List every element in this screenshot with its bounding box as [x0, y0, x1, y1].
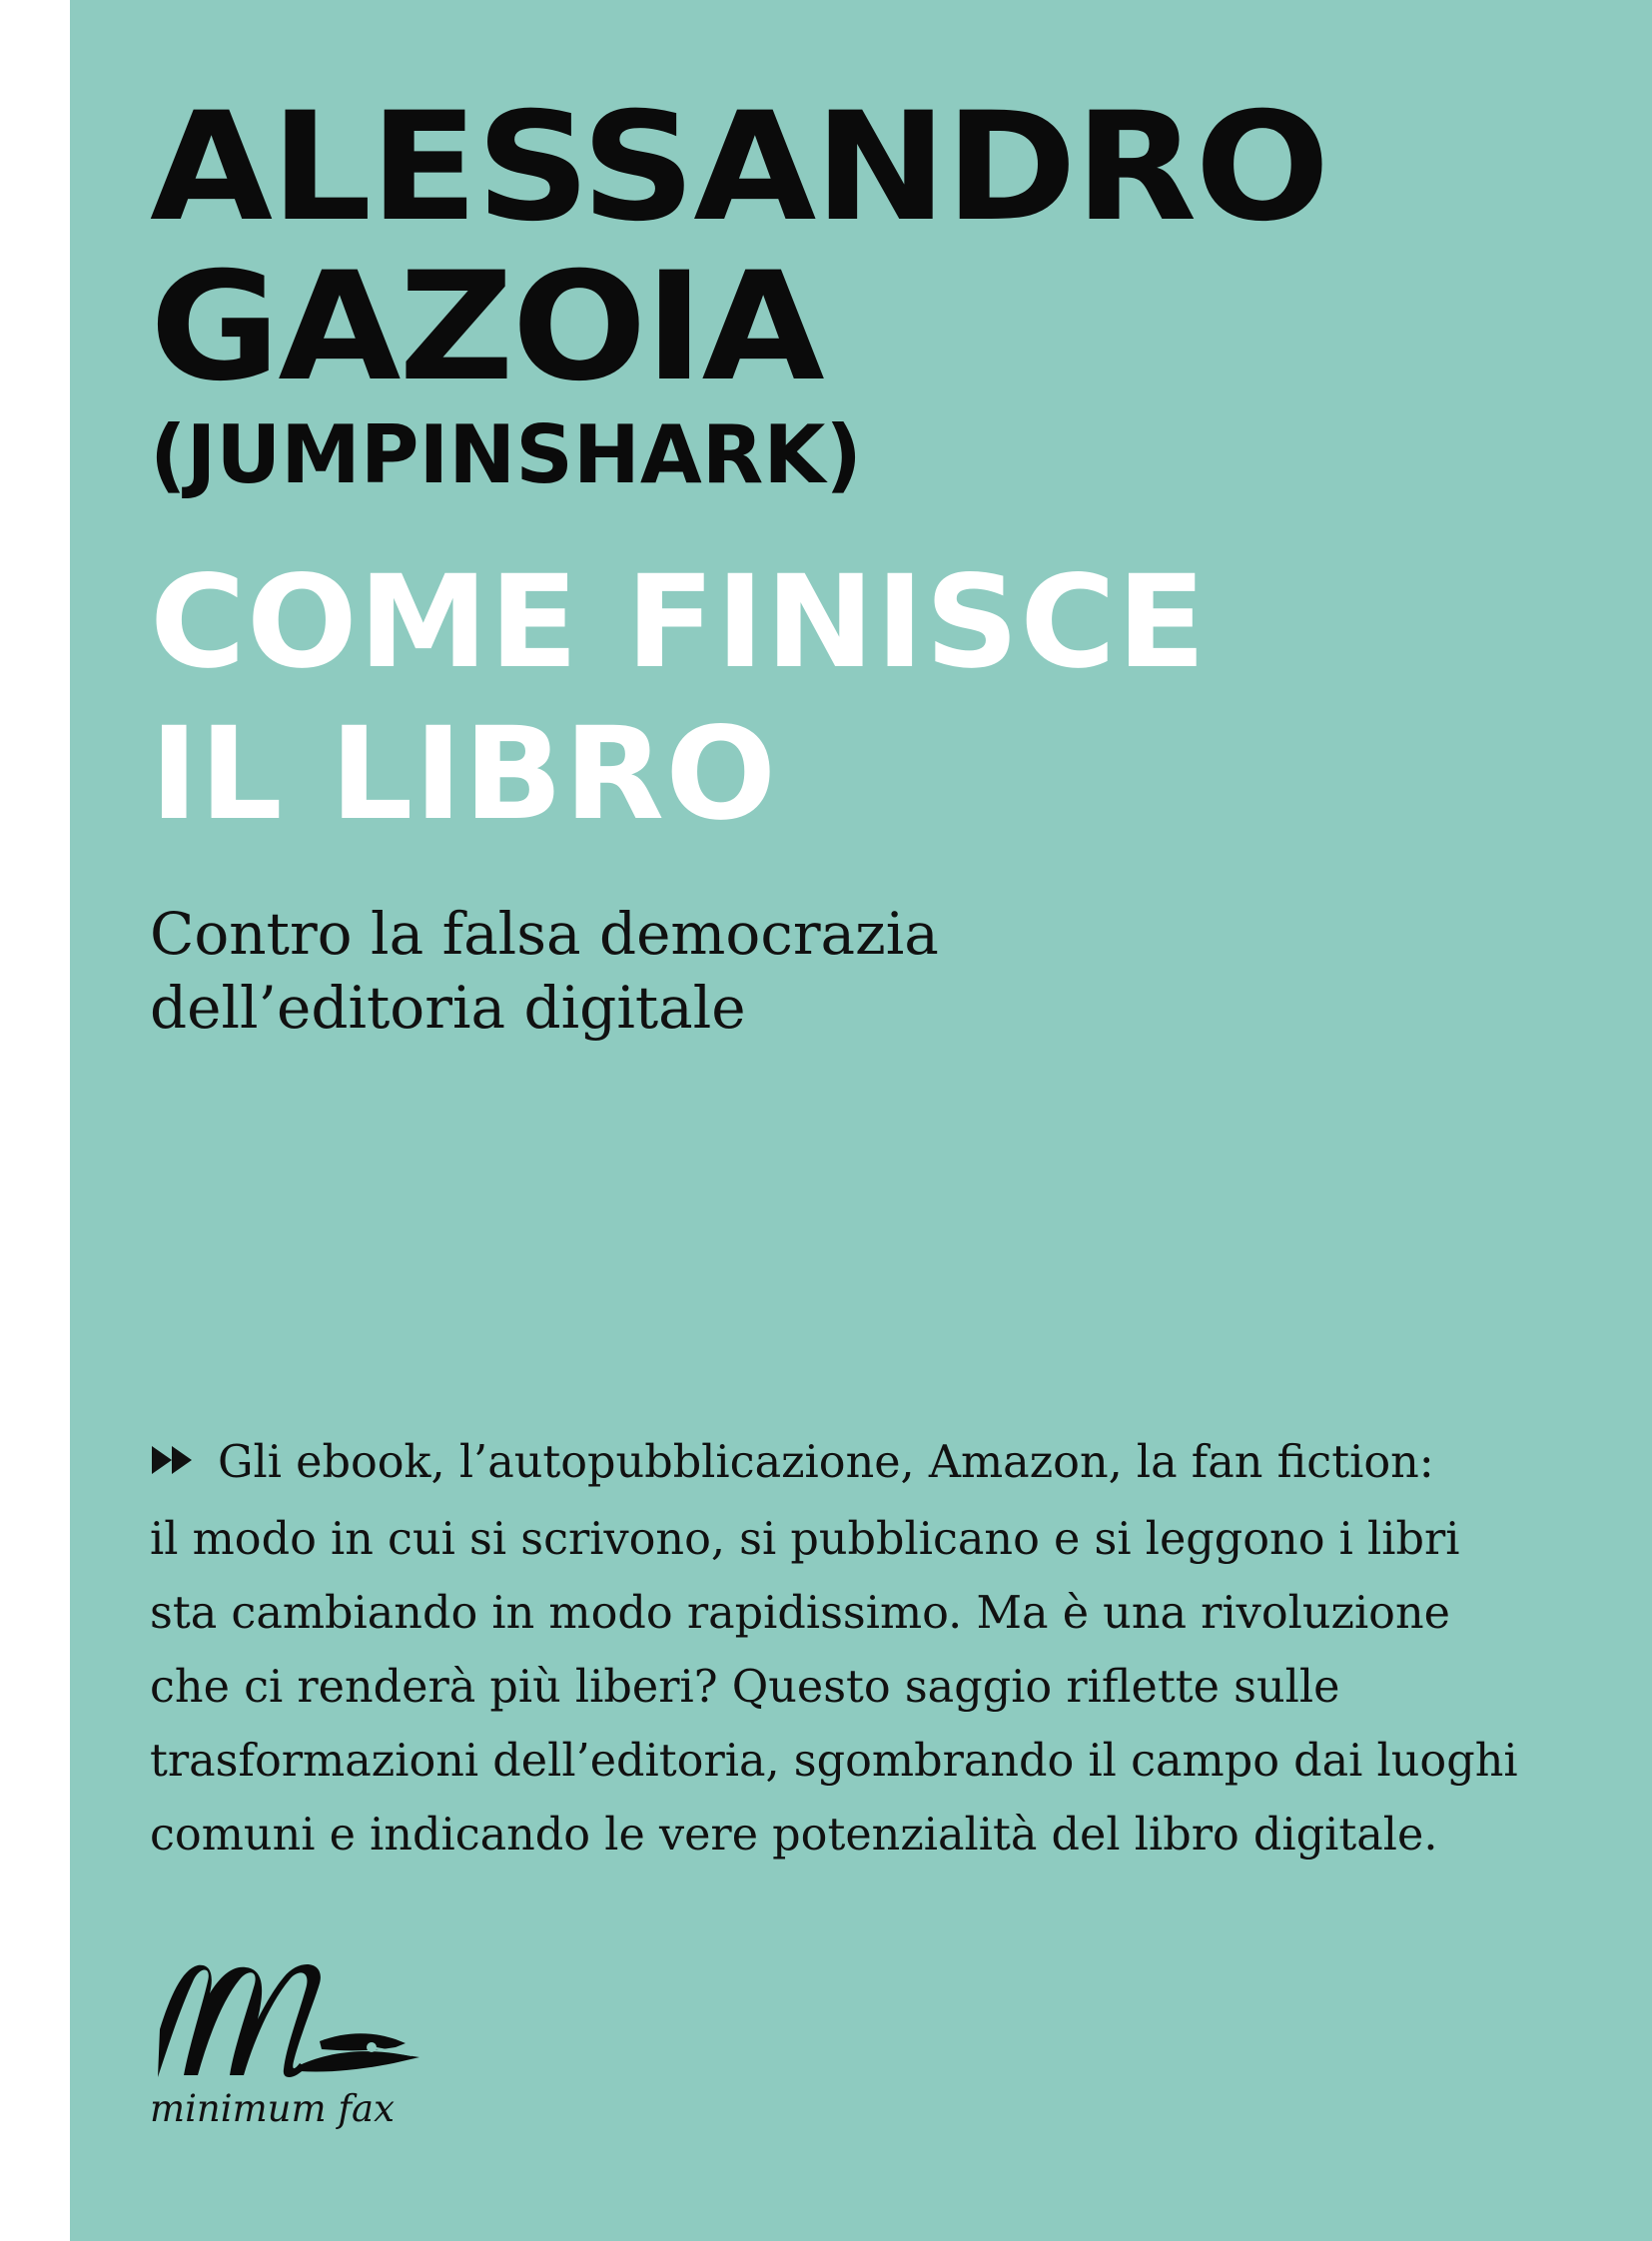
publisher-logo-icon	[150, 1957, 429, 2107]
book-title-line-1: COME FINISCE	[150, 548, 1208, 697]
back-blurb	[150, 1426, 1568, 1872]
book-subtitle-line-2: dell’editoria digitale	[150, 974, 746, 1042]
blurb-line-5: trasformazioni dell’editoria, sgombrando il campo dai luoghi	[150, 1735, 1518, 1787]
author-name	[150, 81, 1328, 501]
book-title-line-2: IL LIBRO	[150, 700, 778, 849]
book-title	[150, 547, 1208, 851]
publisher-name: minimum fax	[150, 2087, 395, 2130]
double-arrow-icon	[150, 1425, 196, 1499]
author-last-name: GAZOIA	[150, 241, 823, 414]
blurb-line-3: sta cambiando in modo rapidissimo. Ma è una rivoluzione	[150, 1587, 1450, 1639]
book-subtitle	[150, 897, 939, 1045]
author-first-name: ALESSANDRO	[150, 81, 1328, 255]
book-subtitle-line-1: Contro la falsa democrazia	[150, 900, 939, 968]
blurb-line-4: che ci renderà più liberi? Questo saggio riflette sulle	[150, 1661, 1340, 1713]
author-handle: (JUMPINSHARK)	[150, 408, 862, 501]
blurb-line-2: il modo in cui si scrivono, si pubblicano e si leggono i libri	[150, 1513, 1460, 1565]
blurb-line-1	[150, 1426, 1568, 1503]
blurb-line-1-text: Gli ebook, l’autopubblicazione, Amazon, la fan fiction:	[218, 1437, 1434, 1488]
blurb-line-6: comuni e indicando le vere potenzialità del libro digitale.	[150, 1809, 1438, 1861]
